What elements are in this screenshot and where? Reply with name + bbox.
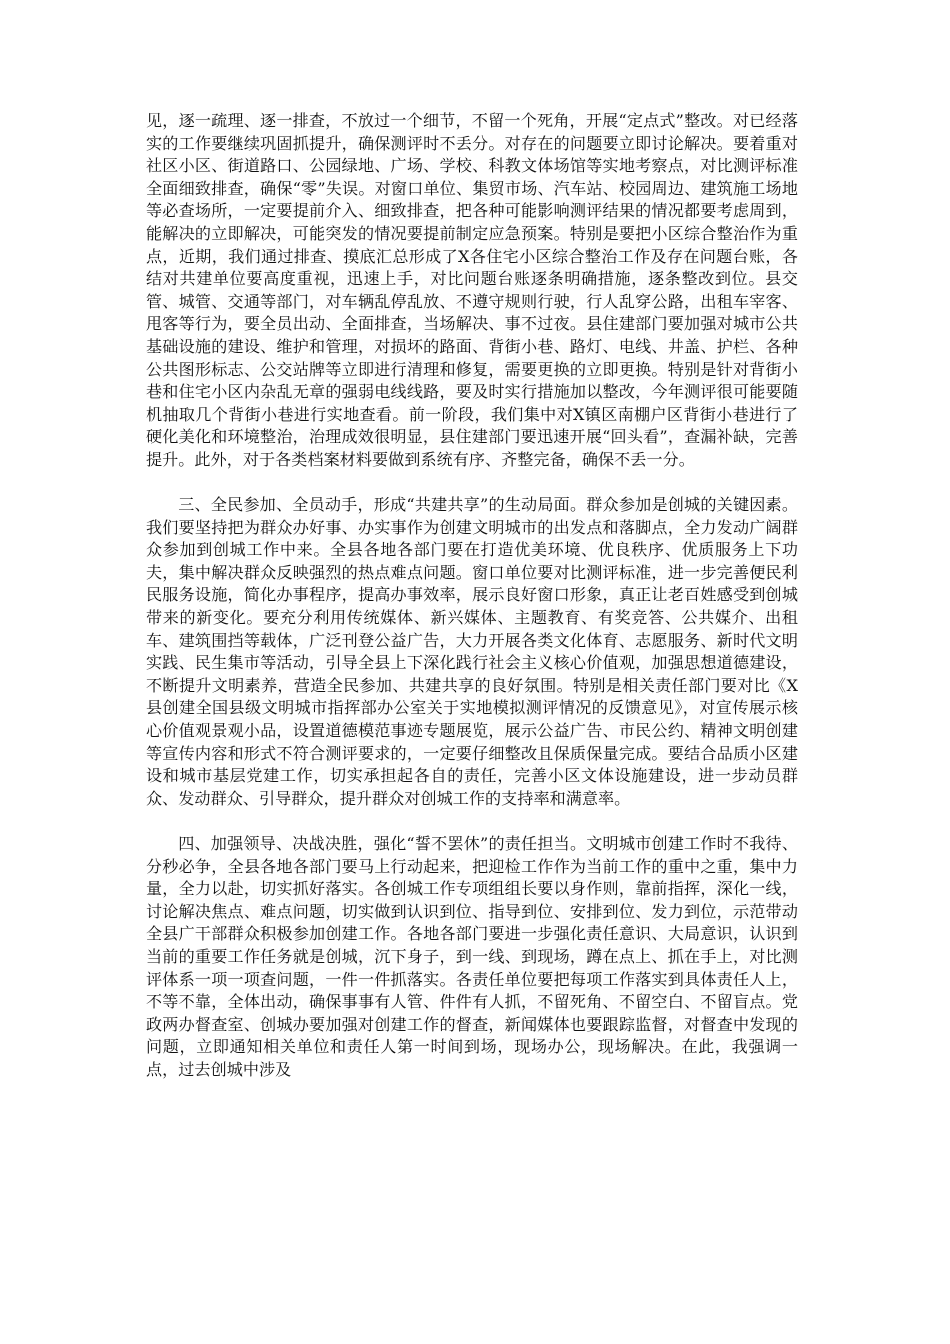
paragraph-section-three: 三、全民参加、全员动手，形成“共建共享”的生动局面。群众参加是创城的关键因素。我们要坚持把为群众办好事、办实事作为创建文明城市的出发点和落脚点，全力发动广阔群众参加到创城工作中来。全县各地各部门要在打造优美环境、优良秩序、优质服务上下功夫，集中解决群众反映强烈的热点难点问题。窗口单位要对比测评标准，进一步完善便民利民服务设施，简化办事程序，提高办事效率，展示良好窗口形象，真正让老百姓感受到创城带来的新变化。要充分利用传统媒体、新兴媒体、主题教育、有奖竞答、公共媒介、出租车、建筑围挡等载体，广泛刊登公益广告，大力开展各类文化体育、志愿服务、新时代文明实践、民生集市等活动，引导全县上下深化践行社会主义核心价值观，加强思想道德建设，不断提升文明素养，营造全民参加、共建共享的良好氛围。特别是相关责任部门要对比《X县创建全国县级文明城市指挥部办公室关于实地模拟测评情况的反馈意见》，对宣传展示核心价值观景观小品，设置道德模范事迹专题展览，展示公益广告、市民公约、精神文明创建等宣传内容和形式不符合测评要求的，一定要仔细整改且保质保量完成。要结合品质小区建设和城市基层党建工作，切实承担起各自的责任，完善小区文体设施建设，进一步动员群众、发动群众、引导群众，提升群众对创城工作的支持率和满意率。 bbox=[146, 495, 798, 808]
paragraph-rectification: 见，逐一疏理、逐一排查，不放过一个细节，不留一个死角，开展“定点式”整改。对已经落实的工作要继续巩固抓提升，确保测评时不丢分。对存在的问题要立即讨论解决。要着重对社区小区、街道路口、公园绿地、广场、学校、科教文体场馆等实地考察点，对比测评标准全面细致排查，确保“零”失误。对窗口单位、集贸市场、汽车站、校园周边、建筑施工场地等必查场所，一定要提前介入、细致排查，把各种可能影响测评结果的情况都要考虑周到，能解决的立即解决，可能突发的情况要提前制定应急预案。特别是要把小区综合整治作为重点，近期，我们通过排查、摸底汇总形成了X各住宅小区综合整治工作及存在问题台账，各结对共建单位要高度重视，迅速上手，对比问题台账逐条明确措施，逐条整改到位。县交管、城管、交通等部门，对车辆乱停乱放、不遵守规则行驶，行人乱穿公路，出租车宰客、甩客等行为，要全员出动、全面排查，当场解决、事不过夜。县住建部门要加强对城市公共基础设施的建设、维护和管理，对损坏的路面、背街小巷、路灯、电线、井盖、护栏、各种公共图形标志、公交站牌等立即进行清理和修复，需要更换的立即更换。特别是针对背街小巷和住宅小区内杂乱无章的强弱电线线路，要及时实行措施加以整改，今年测评很可能要随机抽取几个背街小巷进行实地查看。前一阶段，我们集中对X镇区南棚户区背街小巷进行了硬化美化和环境整治，治理成效很明显，县住建部门要迅速开展“回头看”，查漏补缺，完善提升。此外，对于各类档案材料要做到系统有序、齐整完备，确保不丢一分。 bbox=[146, 111, 798, 469]
paragraph-section-four: 四、加强领导、决战决胜，强化“誓不罢休”的责任担当。文明城市创建工作时不我待、分秒必争，全县各地各部门要马上行动起来，把迎检工作作为当前工作的重中之重，集中力量，全力以赴，切实抓好落实。各创城工作专项组组长要以身作则，靠前指挥，深化一线，讨论解决焦点、难点问题，切实做到认识到位、指导到位、安排到位、发力到位，示范带动全县广干部群众积极参加创建工作。各地各部门要进一步强化责任意识、大局意识，认识到当前的重要工作任务就是创城，沉下身子，到一线、到现场，蹲在点上、抓在手上，对比测评体系一项一项查问题，一件一件抓落实。各责任单位要把每项工作落实到具体责任人上，不等不靠，全体出动，确保事事有人管、件件有人抓，不留死角、不留空白、不留盲点。党政两办督查室、创城办要加强对创建工作的督查，新闻媒体也要跟踪监督，对督查中发现的问题，立即通知相关单位和责任人第一时间到场，现场办公，现场解决。在此，我强调一点，过去创城中涉及 bbox=[146, 834, 798, 1079]
document-page bbox=[146, 110, 798, 1082]
